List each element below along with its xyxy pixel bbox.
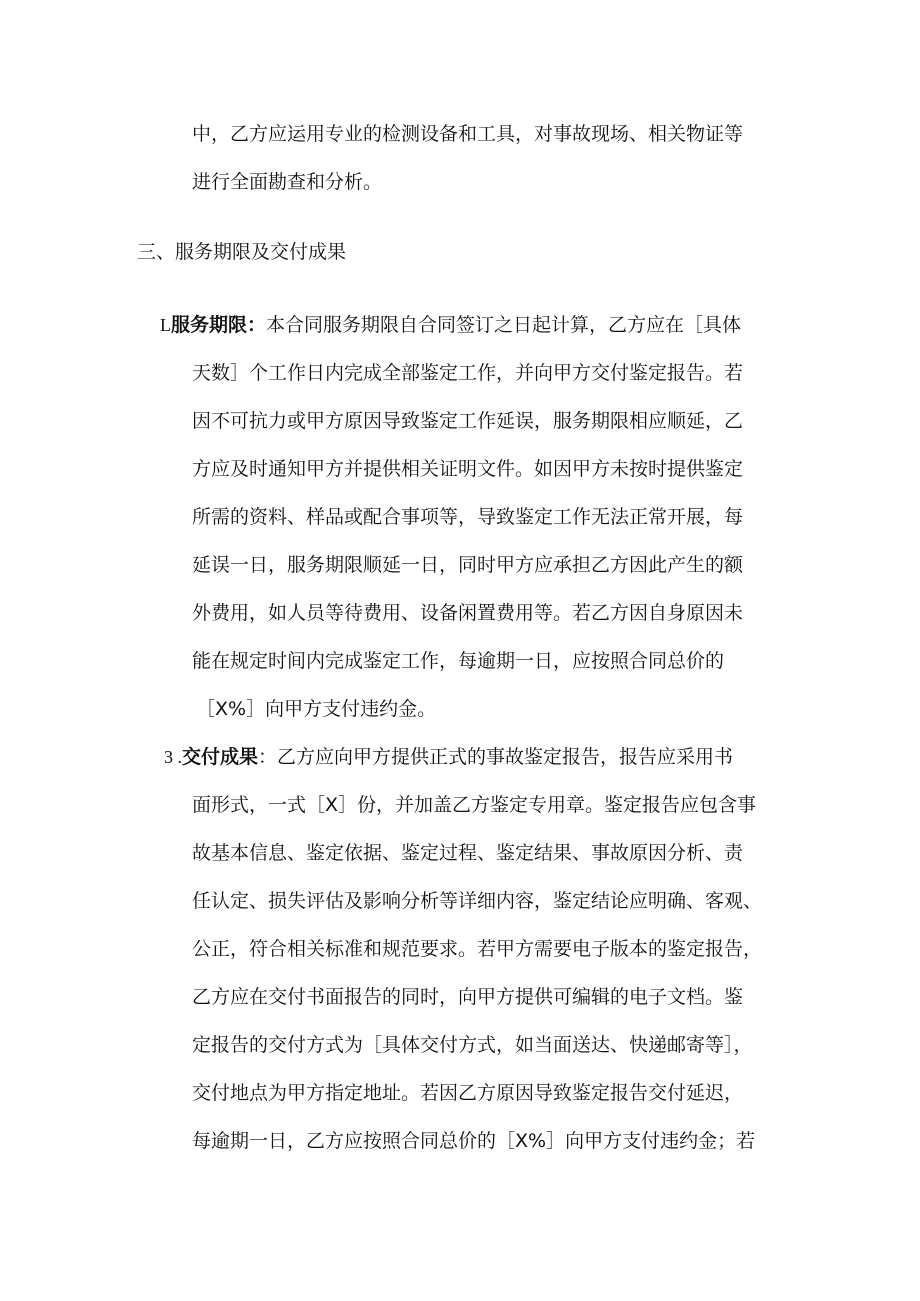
- item2-line: 故基本信息、鉴定依据、鉴定过程、鉴定结果、事故原因分析、责: [192, 842, 744, 864]
- item1-marker: L: [160, 315, 171, 335]
- item1-line: 所需的资料、样品或配合事项等，导致鉴定工作无法正常开展，每: [192, 506, 744, 528]
- item2-line: 任认定、损失评估及影响分析等详细内容，鉴定结论应明确、客观、: [192, 890, 763, 912]
- item2-line: 乙方应在交付书面报告的同时，向甲方提供可编辑的电子文档。鉴: [192, 986, 744, 1008]
- item2-line: 公正，符合相关标准和规范要求。若甲方需要电子版本的鉴定报告，: [192, 938, 763, 960]
- item1-line: 方应及时通知甲方并提供相关证明文件。如因甲方未按时提供鉴定: [192, 458, 744, 480]
- item2-line: 定报告的交付方式为［具体交付方式，如当面送达、快递邮寄等］，: [192, 1034, 753, 1056]
- item1-line: ［X%］向甲方支付违约金。: [196, 698, 437, 720]
- item1-line: 外费用，如人员等待费用、设备闲置费用等。若乙方因自身原因未: [192, 602, 744, 624]
- section-heading: 三、服务期限及交付成果: [137, 241, 347, 263]
- item2-first-line-text: ：乙方应向甲方提供正式的事故鉴定报告，报告应采用书: [258, 746, 734, 768]
- item1-line: 能在规定时间内完成鉴定工作，每逾期一日，应按照合同总价的: [192, 650, 725, 672]
- item2-line: 交付地点为甲方指定地址。若因乙方原因导致鉴定报告交付延迟，: [192, 1082, 744, 1104]
- item1-line: 延误一日，服务期限顺延一日，同时甲方应承担乙方因此产生的额: [192, 554, 744, 576]
- item2-line: 面形式，一式［X］份，并加盖乙方鉴定专用章。鉴定报告应包含事: [192, 794, 757, 816]
- item1-line: 天数］个工作日内完成全部鉴定工作，并向甲方交付鉴定报告。若: [192, 362, 744, 384]
- item1-line: 因不可抗力或甲方原因导致鉴定工作延误，服务期限相应顺延，乙: [192, 410, 744, 432]
- item1-first-line-text: 本合同服务期限自合同签订之日起计算，乙方应在［具体: [266, 314, 742, 336]
- item2-marker: 3 .: [164, 747, 182, 767]
- item2-title: 交付成果: [182, 746, 259, 768]
- continuation-line-1: 中，乙方应运用专业的检测设备和工具，对事故现场、相关物证等: [192, 123, 744, 145]
- item1-title: 服务期限：: [171, 314, 267, 336]
- item1-first-line: [160, 313, 741, 337]
- item2-first-line: [164, 745, 733, 769]
- continuation-line-2: 进行全面勘查和分析。: [192, 171, 383, 193]
- item2-line: 每逾期一日，乙方应按照合同总价的［X%］向甲方支付违约金；若: [192, 1130, 756, 1152]
